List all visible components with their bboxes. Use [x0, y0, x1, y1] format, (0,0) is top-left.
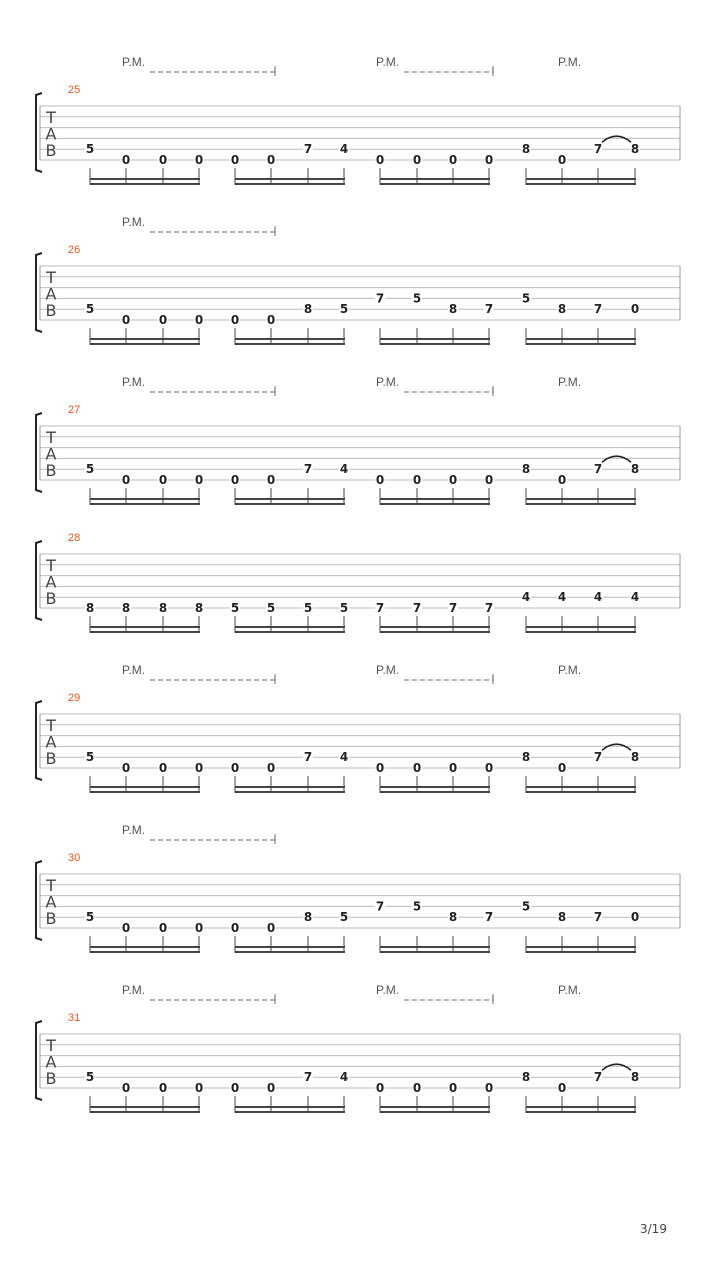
- beam-primary: [90, 178, 200, 180]
- beam-primary: [380, 498, 490, 500]
- fret-number: 7: [593, 302, 603, 317]
- palm-mute-label: P.M.: [558, 55, 582, 69]
- beam-secondary: [526, 503, 636, 505]
- fret-number: 0: [448, 473, 458, 487]
- beam-primary: [380, 786, 490, 788]
- fret-number: 4: [521, 590, 531, 605]
- palm-mute-label: P.M.: [376, 663, 400, 677]
- fret-number: 0: [412, 473, 422, 487]
- fret-number: 8: [557, 910, 567, 925]
- tab-clef-letter: B: [45, 749, 57, 768]
- fret-number: 5: [521, 291, 531, 306]
- fret-number: 8: [557, 302, 567, 317]
- beam-secondary: [235, 503, 345, 505]
- tab-clef-letter: T: [46, 108, 56, 127]
- tab-clef-letter: T: [46, 556, 56, 575]
- fret-number: 8: [194, 601, 204, 615]
- beam-primary: [380, 946, 490, 948]
- beam-primary: [90, 338, 200, 340]
- tab-clef-letter: B: [45, 589, 57, 608]
- slur-tie: [602, 136, 631, 142]
- beam-secondary: [90, 343, 200, 345]
- fret-number: 0: [557, 153, 567, 167]
- beam-primary: [90, 786, 200, 788]
- fret-number: 0: [194, 473, 204, 487]
- fret-number: 4: [557, 590, 567, 605]
- fret-number: 7: [375, 899, 385, 914]
- fret-number: 0: [484, 153, 494, 167]
- fret-number: 4: [339, 750, 349, 765]
- fret-number: 0: [158, 473, 168, 487]
- fret-number: 5: [339, 601, 349, 615]
- fret-number: 0: [194, 153, 204, 167]
- tab-clef-letter: A: [45, 892, 57, 912]
- beam-primary: [526, 946, 636, 948]
- fret-number: 4: [339, 142, 349, 157]
- tab-clef-letter: B: [45, 141, 57, 160]
- tab-clef-letter: A: [45, 572, 57, 592]
- fret-number: 5: [85, 142, 95, 157]
- fret-number: 0: [266, 921, 276, 935]
- beam-primary: [235, 338, 345, 340]
- beam-secondary: [526, 631, 636, 633]
- slur-tie: [602, 744, 631, 750]
- fret-number: 5: [339, 910, 349, 925]
- fret-number: 0: [448, 153, 458, 167]
- measure-number: 29: [68, 692, 81, 704]
- measure-number: 31: [68, 1012, 81, 1024]
- palm-mute-label: P.M.: [558, 983, 582, 997]
- fret-number: 7: [303, 750, 313, 765]
- beam-secondary: [90, 791, 200, 793]
- beam-primary: [380, 338, 490, 340]
- fret-number: 4: [593, 590, 603, 605]
- beam-secondary: [526, 183, 636, 185]
- fret-number: 0: [158, 761, 168, 775]
- tab-clef-letter: T: [46, 876, 56, 895]
- fret-number: 7: [448, 601, 458, 615]
- fret-number: 5: [85, 302, 95, 317]
- beam-secondary: [90, 1111, 200, 1113]
- fret-number: 4: [630, 590, 640, 605]
- beam-secondary: [235, 183, 345, 185]
- fret-number: 0: [266, 473, 276, 487]
- beam-secondary: [380, 1111, 490, 1113]
- fret-number: 7: [303, 142, 313, 157]
- fret-number: 0: [158, 153, 168, 167]
- tab-clef-letter: B: [45, 909, 57, 928]
- tab-clef-letter: A: [45, 444, 57, 464]
- fret-number: 8: [448, 910, 458, 925]
- fret-number: 8: [303, 302, 313, 317]
- fret-number: 0: [121, 921, 131, 935]
- fret-number: 0: [230, 761, 240, 775]
- fret-number: 5: [85, 910, 95, 925]
- fret-number: 0: [630, 302, 640, 317]
- fret-number: 0: [230, 313, 240, 327]
- beam-primary: [235, 946, 345, 948]
- beam-secondary: [235, 791, 345, 793]
- fret-number: 0: [121, 153, 131, 167]
- beam-secondary: [380, 951, 490, 953]
- beam-secondary: [235, 631, 345, 633]
- fret-number: 7: [593, 462, 603, 477]
- tab-clef-letter: A: [45, 124, 57, 144]
- beam-secondary: [380, 343, 490, 345]
- beam-secondary: [380, 791, 490, 793]
- fret-number: 0: [194, 921, 204, 935]
- fret-number: 0: [158, 1081, 168, 1095]
- fret-number: 0: [230, 473, 240, 487]
- fret-number: 0: [121, 313, 131, 327]
- fret-number: 8: [521, 142, 531, 157]
- fret-number: 5: [230, 601, 240, 615]
- page-number: 3/19: [640, 1222, 667, 1236]
- beam-primary: [526, 498, 636, 500]
- fret-number: 7: [412, 601, 422, 615]
- fret-number: 7: [484, 910, 494, 925]
- fret-number: 0: [557, 473, 567, 487]
- palm-mute-label: P.M.: [122, 823, 146, 837]
- fret-number: 5: [412, 291, 422, 306]
- fret-number: 0: [448, 1081, 458, 1095]
- beam-primary: [380, 1106, 490, 1108]
- beam-secondary: [526, 791, 636, 793]
- beam-primary: [526, 786, 636, 788]
- fret-number: 0: [375, 473, 385, 487]
- fret-number: 0: [121, 761, 131, 775]
- fret-number: 7: [593, 1070, 603, 1085]
- tab-clef-letter: T: [46, 428, 56, 447]
- fret-number: 0: [412, 1081, 422, 1095]
- measure-number: 27: [68, 404, 81, 416]
- fret-number: 0: [230, 153, 240, 167]
- fret-number: 0: [266, 761, 276, 775]
- tab-clef-letter: B: [45, 1069, 57, 1088]
- beam-primary: [526, 178, 636, 180]
- palm-mute-label: P.M.: [122, 375, 146, 389]
- palm-mute-label: P.M.: [558, 375, 582, 389]
- fret-number: 8: [630, 142, 640, 157]
- fret-number: 0: [194, 761, 204, 775]
- fret-number: 8: [521, 462, 531, 477]
- beam-secondary: [90, 631, 200, 633]
- fret-number: 5: [266, 601, 276, 615]
- beam-primary: [526, 626, 636, 628]
- fret-number: 8: [521, 1070, 531, 1085]
- beam-secondary: [380, 631, 490, 633]
- tab-clef-letter: T: [46, 268, 56, 287]
- fret-number: 0: [412, 153, 422, 167]
- measure-number: 28: [68, 532, 81, 544]
- palm-mute-label: P.M.: [376, 375, 400, 389]
- fret-number: 4: [339, 462, 349, 477]
- beam-secondary: [380, 503, 490, 505]
- fret-number: 0: [158, 313, 168, 327]
- beam-primary: [235, 786, 345, 788]
- palm-mute-label: P.M.: [376, 55, 400, 69]
- beam-secondary: [235, 951, 345, 953]
- beam-primary: [526, 338, 636, 340]
- tab-clef-letter: B: [45, 461, 57, 480]
- fret-number: 0: [266, 1081, 276, 1095]
- fret-number: 0: [266, 313, 276, 327]
- fret-number: 0: [630, 910, 640, 925]
- beam-secondary: [90, 183, 200, 185]
- beam-secondary: [526, 951, 636, 953]
- fret-number: 0: [375, 1081, 385, 1095]
- fret-number: 0: [194, 313, 204, 327]
- measure-number: 25: [68, 84, 81, 96]
- palm-mute-label: P.M.: [122, 663, 146, 677]
- beam-secondary: [526, 343, 636, 345]
- beam-primary: [90, 626, 200, 628]
- beam-primary: [380, 626, 490, 628]
- tab-clef-letter: A: [45, 1052, 57, 1072]
- fret-number: 7: [484, 601, 494, 615]
- beam-secondary: [235, 343, 345, 345]
- fret-number: 8: [85, 601, 95, 615]
- fret-number: 0: [412, 761, 422, 775]
- beam-primary: [90, 1106, 200, 1108]
- palm-mute-label: P.M.: [122, 983, 146, 997]
- slur-tie: [602, 456, 631, 462]
- palm-mute-label: P.M.: [558, 663, 582, 677]
- beam-primary: [235, 1106, 345, 1108]
- fret-number: 5: [412, 899, 422, 914]
- beam-secondary: [90, 951, 200, 953]
- fret-number: 0: [484, 761, 494, 775]
- fret-number: 8: [303, 910, 313, 925]
- beam-primary: [90, 946, 200, 948]
- fret-number: 0: [230, 921, 240, 935]
- fret-number: 0: [557, 1081, 567, 1095]
- fret-number: 7: [303, 462, 313, 477]
- fret-number: 0: [158, 921, 168, 935]
- fret-number: 8: [121, 601, 131, 615]
- fret-number: 0: [266, 153, 276, 167]
- fret-number: 5: [85, 750, 95, 765]
- fret-number: 8: [630, 750, 640, 765]
- fret-number: 5: [303, 601, 313, 615]
- beam-primary: [380, 178, 490, 180]
- beam-primary: [235, 498, 345, 500]
- beam-secondary: [90, 503, 200, 505]
- fret-number: 7: [375, 601, 385, 615]
- beam-primary: [90, 498, 200, 500]
- beam-secondary: [526, 1111, 636, 1113]
- fret-number: 7: [484, 302, 494, 317]
- fret-number: 8: [630, 462, 640, 477]
- tab-clef-letter: B: [45, 301, 57, 320]
- fret-number: 8: [521, 750, 531, 765]
- palm-mute-label: P.M.: [376, 983, 400, 997]
- fret-number: 0: [484, 1081, 494, 1095]
- tab-clef-letter: A: [45, 284, 57, 304]
- fret-number: 8: [448, 302, 458, 317]
- fret-number: 0: [121, 473, 131, 487]
- fret-number: 7: [593, 750, 603, 765]
- tab-clef-letter: T: [46, 716, 56, 735]
- fret-number: 5: [85, 462, 95, 477]
- tab-clef-letter: A: [45, 732, 57, 752]
- fret-number: 0: [230, 1081, 240, 1095]
- fret-number: 8: [630, 1070, 640, 1085]
- fret-number: 5: [521, 899, 531, 914]
- fret-number: 0: [557, 761, 567, 775]
- fret-number: 7: [303, 1070, 313, 1085]
- palm-mute-label: P.M.: [122, 215, 146, 229]
- fret-number: 0: [484, 473, 494, 487]
- fret-number: 0: [194, 1081, 204, 1095]
- beam-secondary: [380, 183, 490, 185]
- beam-primary: [235, 178, 345, 180]
- fret-number: 7: [593, 910, 603, 925]
- fret-number: 0: [448, 761, 458, 775]
- beam-primary: [526, 1106, 636, 1108]
- fret-number: 5: [339, 302, 349, 317]
- fret-number: 7: [375, 291, 385, 306]
- tab-clef-letter: T: [46, 1036, 56, 1055]
- fret-number: 8: [158, 601, 168, 615]
- fret-number: 4: [339, 1070, 349, 1085]
- slur-tie: [602, 1064, 631, 1070]
- beam-primary: [235, 626, 345, 628]
- fret-number: 7: [593, 142, 603, 157]
- fret-number: 0: [375, 761, 385, 775]
- palm-mute-label: P.M.: [122, 55, 146, 69]
- fret-number: 0: [375, 153, 385, 167]
- fret-number: 0: [121, 1081, 131, 1095]
- measure-number: 30: [68, 852, 81, 864]
- beam-secondary: [235, 1111, 345, 1113]
- measure-number: 26: [68, 244, 81, 256]
- fret-number: 5: [85, 1070, 95, 1085]
